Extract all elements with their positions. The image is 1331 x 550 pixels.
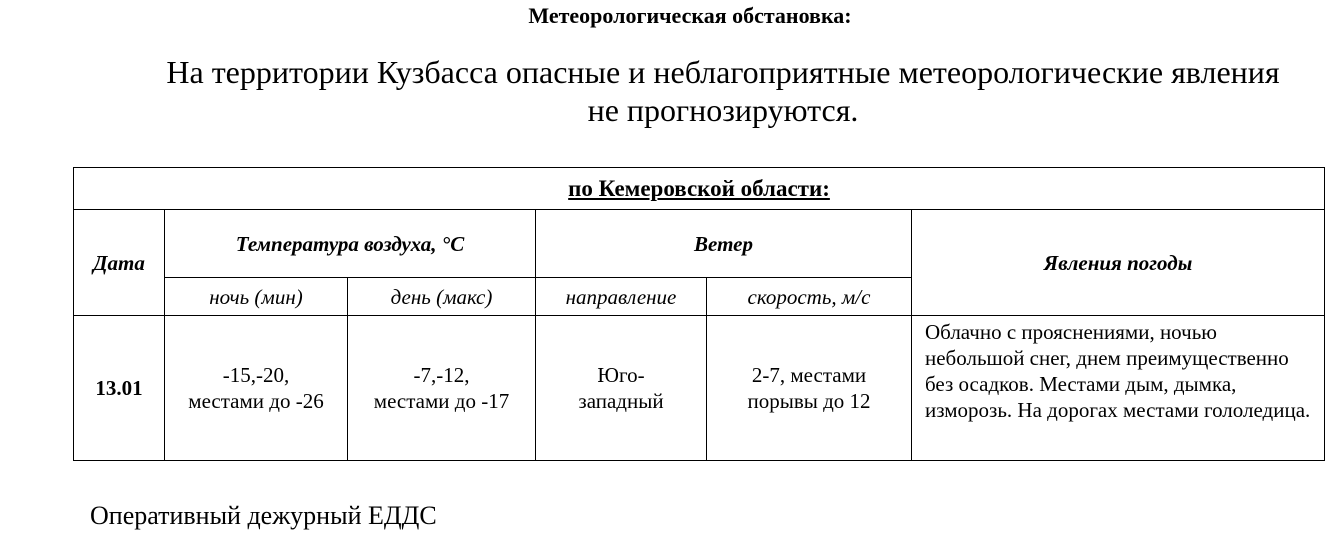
wind-header: Ветер — [536, 210, 912, 278]
wind-direction-part2: западный — [578, 389, 664, 413]
date-header: Дата — [74, 210, 165, 316]
night-temp-range: -15,-20, — [222, 363, 290, 387]
table-row — [74, 316, 1325, 461]
phenomena-header: Явления погоды — [912, 210, 1325, 316]
day-temp-cell — [348, 316, 536, 461]
day-subheader: день (макс) — [348, 278, 536, 316]
weather-forecast-table — [73, 167, 1325, 461]
date-cell: 13.01 — [74, 316, 165, 461]
direction-subheader: направление — [536, 278, 707, 316]
phenomena-cell: Облачно с прояснениями, ночью небольшой снег, днем преимущественно без осадков. Местами дым, дымка, изморозь. На дорогах местами гололедица. — [912, 316, 1325, 461]
speed-subheader: скорость, м/с — [707, 278, 912, 316]
wind-speed-gusts: порывы до 12 — [747, 389, 871, 413]
region-title-cell — [74, 168, 1325, 210]
wind-direction-part1: Юго- — [597, 363, 645, 387]
wind-speed-range: 2-7, местами — [751, 363, 867, 387]
region-title: по Кемеровской области: — [568, 175, 830, 201]
night-temp-cell — [165, 316, 348, 461]
weather-notice: На территории Кузбасса опасные и неблагоприятные метеорологические явления не прогнозируются. — [166, 54, 1280, 128]
night-subheader: ночь (мин) — [165, 278, 348, 316]
temperature-header: Температура воздуха, °С — [165, 210, 536, 278]
night-temp-extreme: местами до -26 — [188, 389, 324, 413]
wind-speed-cell — [707, 316, 912, 461]
wind-direction-cell — [536, 316, 707, 461]
day-temp-extreme: местами до -17 — [373, 389, 510, 413]
footer-signature: Оперативный дежурный ЕДДС — [90, 501, 437, 530]
section-heading: Метеорологическая обстановка: — [528, 3, 852, 28]
day-temp-range: -7,-12, — [413, 363, 470, 387]
